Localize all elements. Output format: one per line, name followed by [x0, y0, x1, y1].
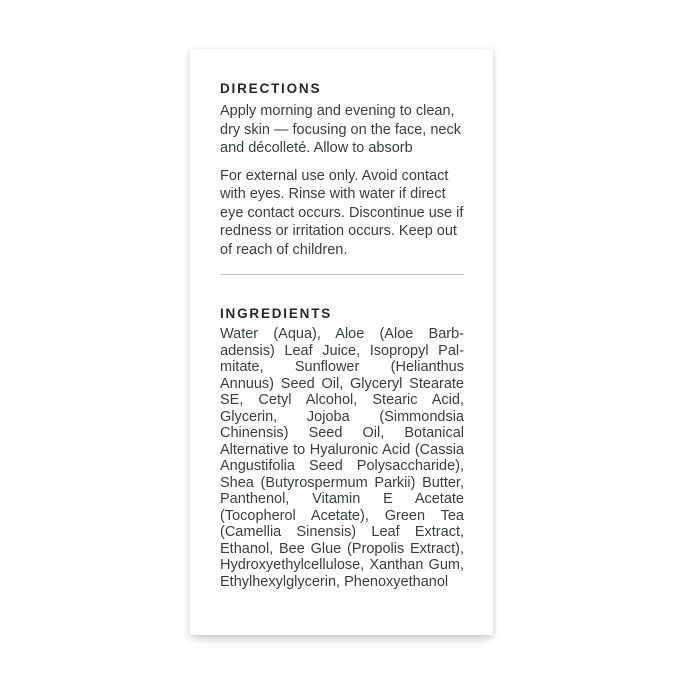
directions-usage-text: Apply morning and evening to clean, dry skin — focusing on the face, neck and décolleté. Allow to absorb	[220, 103, 461, 156]
ingredients-list-text: Water (Aqua), Aloe (Aloe Barbadensis) Leaf Juice, Isopropyl Palmitate, Sunflower (Helianthus Annuus) Seed Oil, Glyceryl Stearate SE, Cetyl Alcohol, Stearic Acid, Glycerin, Jojoba (Simmondsia Chinensis) Seed Oil, Botanical Alternative to Hyaluronic Acid (Cassia Angustifolia Seed Polysaccharide), Shea (Butyrospermum Parkii) Butter, Panthenol, Vitamin E Acetate (Tocopherol Acetate), Green Tea (Camellia Sinensis) Leaf Extract, Ethanol, Bee Glue (Propolis Extract), Hydroxyethylcellulose, Xanthan Gum, Ethylhexylglycerin, Phenoxyethanol	[220, 326, 464, 590]
ingredients-section	[220, 306, 464, 590]
ingredients-heading: INGREDIENTS	[220, 306, 333, 321]
directions-section	[220, 81, 464, 259]
product-label-panel	[190, 49, 493, 635]
section-divider	[220, 274, 464, 275]
directions-heading: DIRECTIONS	[220, 81, 322, 96]
directions-warning-text: For external use only. Avoid contact with eyes. Rinse with water if direct eye contact occurs. Discontinue use if redness or irritation occurs. Keep out of reach of children.	[220, 167, 464, 258]
